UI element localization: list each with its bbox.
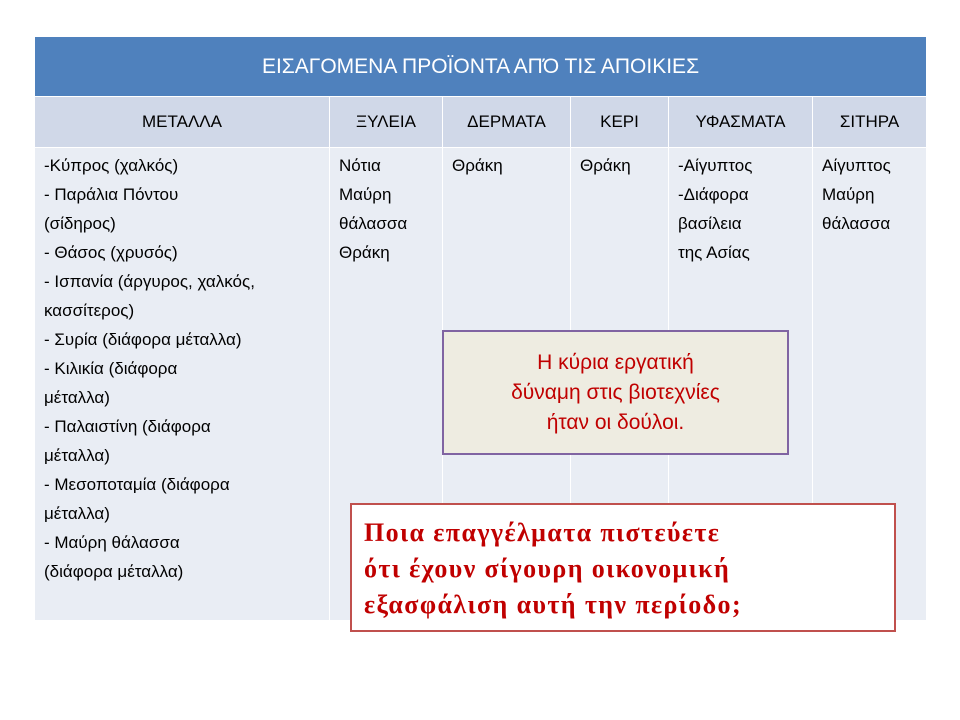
cell-line: Θράκη: [580, 156, 631, 175]
cell-line: μέταλλα): [44, 388, 110, 407]
cell-line: - Παράλια Πόντου: [44, 185, 179, 204]
header-metals: ΜΕΤΑΛΛΑ: [35, 97, 330, 148]
callout-line: Η κύρια εργατική: [537, 351, 694, 374]
cell-line: Θράκη: [452, 156, 503, 175]
cell-line: (διάφορα μέταλλα): [44, 562, 184, 581]
question-callout: [350, 503, 896, 632]
header-textiles: ΥΦΑΣΜΑΤΑ: [669, 97, 813, 148]
callout-line: δύναμη στις βιοτεχνίες: [511, 381, 720, 404]
cell-metals: [35, 148, 330, 621]
callout-line: Ποια επαγγέλματα πιστεύετε: [364, 518, 721, 547]
cell-line: θάλασσα: [339, 214, 408, 233]
header-grain: ΣΙΤΗΡΑ: [813, 97, 927, 148]
cell-line: Μαύρη: [822, 185, 875, 204]
cell-line: μέταλλα): [44, 504, 110, 523]
cell-line: κασσίτερος): [44, 301, 135, 320]
header-leather: ΔΕΡΜΑΤΑ: [443, 97, 571, 148]
cell-line: Νότια: [339, 156, 381, 175]
cell-line: - Θάσος (χρυσός): [44, 243, 178, 262]
cell-line: -Διάφορα: [678, 185, 749, 204]
cell-line: βασίλεια: [678, 214, 742, 233]
cell-line: - Μεσοποταμία (διάφορα: [44, 475, 230, 494]
slaves-callout: [442, 330, 789, 455]
callout-line: ότι έχουν σίγουρη οικονομική: [364, 554, 731, 583]
cell-line: (σίδηρος): [44, 214, 116, 233]
callout-line: εξασφάλιση αυτή την περίοδο;: [364, 590, 743, 619]
cell-line: Θράκη: [339, 243, 390, 262]
header-timber: ΞΥΛΕΙΑ: [330, 97, 443, 148]
cell-line: Αίγυπτος: [822, 156, 891, 175]
cell-line: - Παλαιστίνη (διάφορα: [44, 417, 211, 436]
cell-line: - Συρία (διάφορα μέταλλα): [44, 330, 242, 349]
cell-line: - Ισπανία (άργυρος, χαλκός,: [44, 272, 255, 291]
table-title: ΕΙΣΑΓΟΜΕΝΑ ΠΡΟΪΟΝΤΑ ΑΠΌ ΤΙΣ ΑΠΟΙΚΙΕΣ: [35, 37, 927, 97]
cell-line: - Μαύρη θάλασσα: [44, 533, 180, 552]
cell-line: -Κύπρος (χαλκός): [44, 156, 179, 175]
callout-line: ήταν οι δούλοι.: [546, 411, 685, 434]
cell-line: Μαύρη: [339, 185, 392, 204]
cell-line: -Αίγυπτος: [678, 156, 753, 175]
cell-line: θάλασσα: [822, 214, 891, 233]
cell-line: της Ασίας: [678, 243, 750, 262]
header-wax: ΚΕΡΙ: [571, 97, 669, 148]
cell-line: μέταλλα): [44, 446, 110, 465]
cell-line: - Κιλικία (διάφορα: [44, 359, 178, 378]
